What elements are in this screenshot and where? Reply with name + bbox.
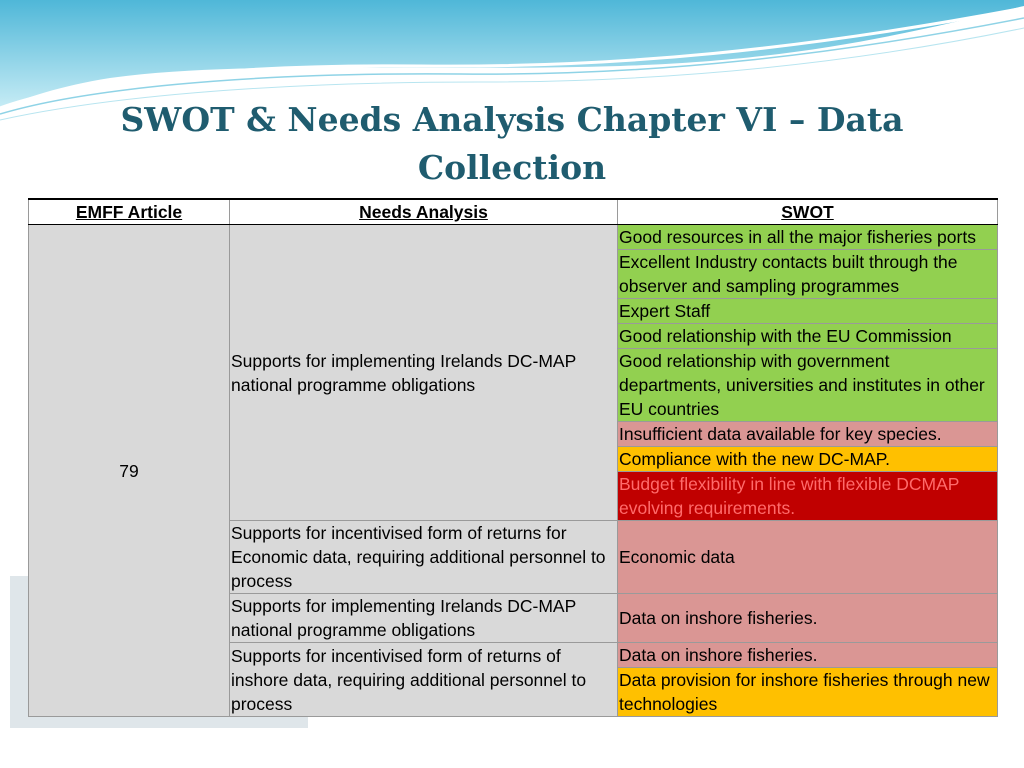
- header-swot: SWOT: [618, 199, 998, 225]
- swot-item: Data provision for inshore fisheries through new technologies: [618, 668, 998, 717]
- swot-item: Expert Staff: [618, 299, 998, 324]
- swot-needs-table: [28, 198, 998, 717]
- swot-item: Data on inshore fisheries.: [618, 643, 998, 668]
- needs-cell: Supports for implementing Irelands DC-MAP national programme obligations: [230, 594, 618, 643]
- header-emff-article: EMFF Article: [29, 199, 230, 225]
- swot-item: Good relationship with government departments, universities and institutes in other EU countries: [618, 349, 998, 422]
- emff-article-cell: 79: [29, 225, 230, 717]
- header-needs-analysis: Needs Analysis: [230, 199, 618, 225]
- table-header-row: [29, 199, 998, 225]
- swot-item: Data on inshore fisheries.: [618, 594, 998, 643]
- swot-item: Compliance with the new DC-MAP.: [618, 447, 998, 472]
- needs-cell: Supports for implementing Irelands DC-MAP national programme obligations: [230, 225, 618, 521]
- needs-cell: Supports for incentivised form of returns for Economic data, requiring additional personnel to process: [230, 521, 618, 594]
- swot-item: Budget flexibility in line with flexible DCMAP evolving requirements.: [618, 472, 998, 521]
- swot-item: Economic data: [618, 521, 998, 594]
- swot-item: Insufficient data available for key species.: [618, 422, 998, 447]
- swot-item: Good resources in all the major fisheries ports: [618, 225, 998, 250]
- swot-item: Excellent Industry contacts built through the observer and sampling programmes: [618, 250, 998, 299]
- swot-item: Good relationship with the EU Commission: [618, 324, 998, 349]
- table-row: [29, 225, 998, 250]
- needs-cell: Supports for incentivised form of returns of inshore data, requiring additional personnel to process: [230, 643, 618, 717]
- slide-title: SWOT & Needs Analysis Chapter VI – Data Collection: [120, 100, 904, 187]
